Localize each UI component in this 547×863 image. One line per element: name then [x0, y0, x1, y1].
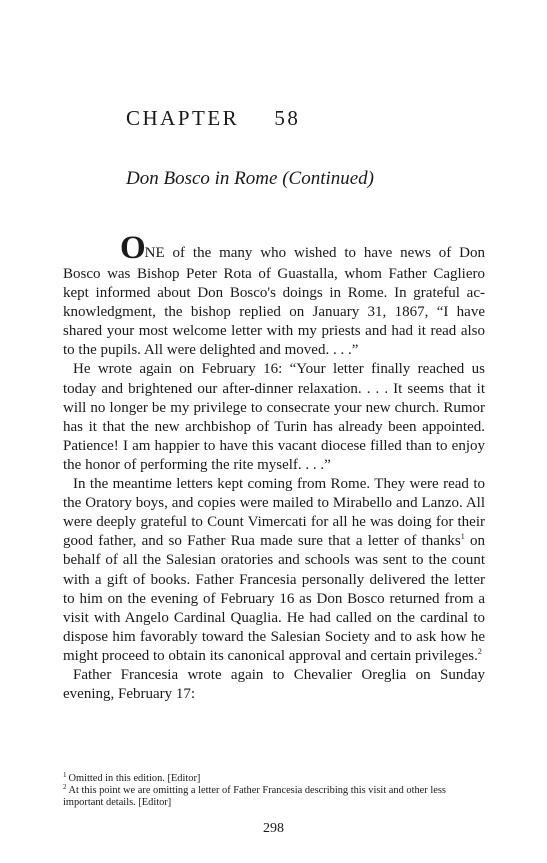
paragraph: Father Francesia wrote again to Chevalier Oreglia on Sunday evening, February 17:	[63, 666, 485, 703]
body-text	[63, 232, 485, 704]
footnotes	[63, 770, 485, 810]
footnote-reference: 1	[460, 532, 465, 542]
drop-cap: O	[120, 230, 145, 266]
footnote-mark: 1	[63, 770, 67, 779]
paragraph-text: In the meantime letters kept coming from Rome. They were read to the Oratory boys, and copies were mailed to Mirabello and Lanzo. All were deeply grateful to Count Vimercati for all he was doing for their good father, and so Father Rua made sure that a letter of thanks	[63, 476, 485, 550]
paragraph	[63, 232, 485, 360]
footnote-text: At this point we are omitting a letter of Father Francesia describing this visit and other less important details. [Editor]	[63, 785, 446, 809]
paragraph-text: on behalf of all the Salesian oratories and schools was sent to the count with a gift of books. Father Francesia personally delivered the letter to him on the evening of February 16 as Don Bosco returned from a visit with Angelo Cardinal Quaglia. He had called on the cardinal to dispose him favorably toward the Salesian Society and to ask how he might proceed to obtain its canonical approval and certain privileges.	[63, 533, 486, 664]
footnote	[63, 782, 485, 809]
chapter-subtitle: Don Bosco in Rome (Continued)	[126, 168, 375, 189]
footnote-text: Omitted in this edition. [Editor]	[68, 773, 201, 784]
paragraph-text: NE of the many who wished to have news of Don Bosco was Bishop Peter Rota of Guastalla, whom Father Cagliero kept informed about Don Bosco's doings in Rome. In grateful acknowledgment, the bishop replied on January 31, 1867, “I have shared your most welcome letter with my priests and had it read also to the pupils. All were delighted and moved. . . .”	[63, 245, 485, 359]
footnote-mark: 2	[63, 782, 67, 791]
page-number: 298	[263, 821, 284, 836]
paragraph: He wrote again on February 16: “Your letter finally reached us today and brightened our after-dinner relaxation. . . . It seems that it will no longer be my privilege to consecrate your new church. Rumor has it that the new archbishop of Turin has already been appointed. Patience! I am happier to have this vacant diocese filled than to enjoy the honor of performing the rite myself. . . .”	[63, 361, 485, 473]
paragraph	[63, 475, 485, 666]
chapter-heading: CHAPTER 58	[126, 106, 301, 130]
footnote-reference: 2	[477, 646, 482, 656]
footnote	[63, 770, 485, 785]
